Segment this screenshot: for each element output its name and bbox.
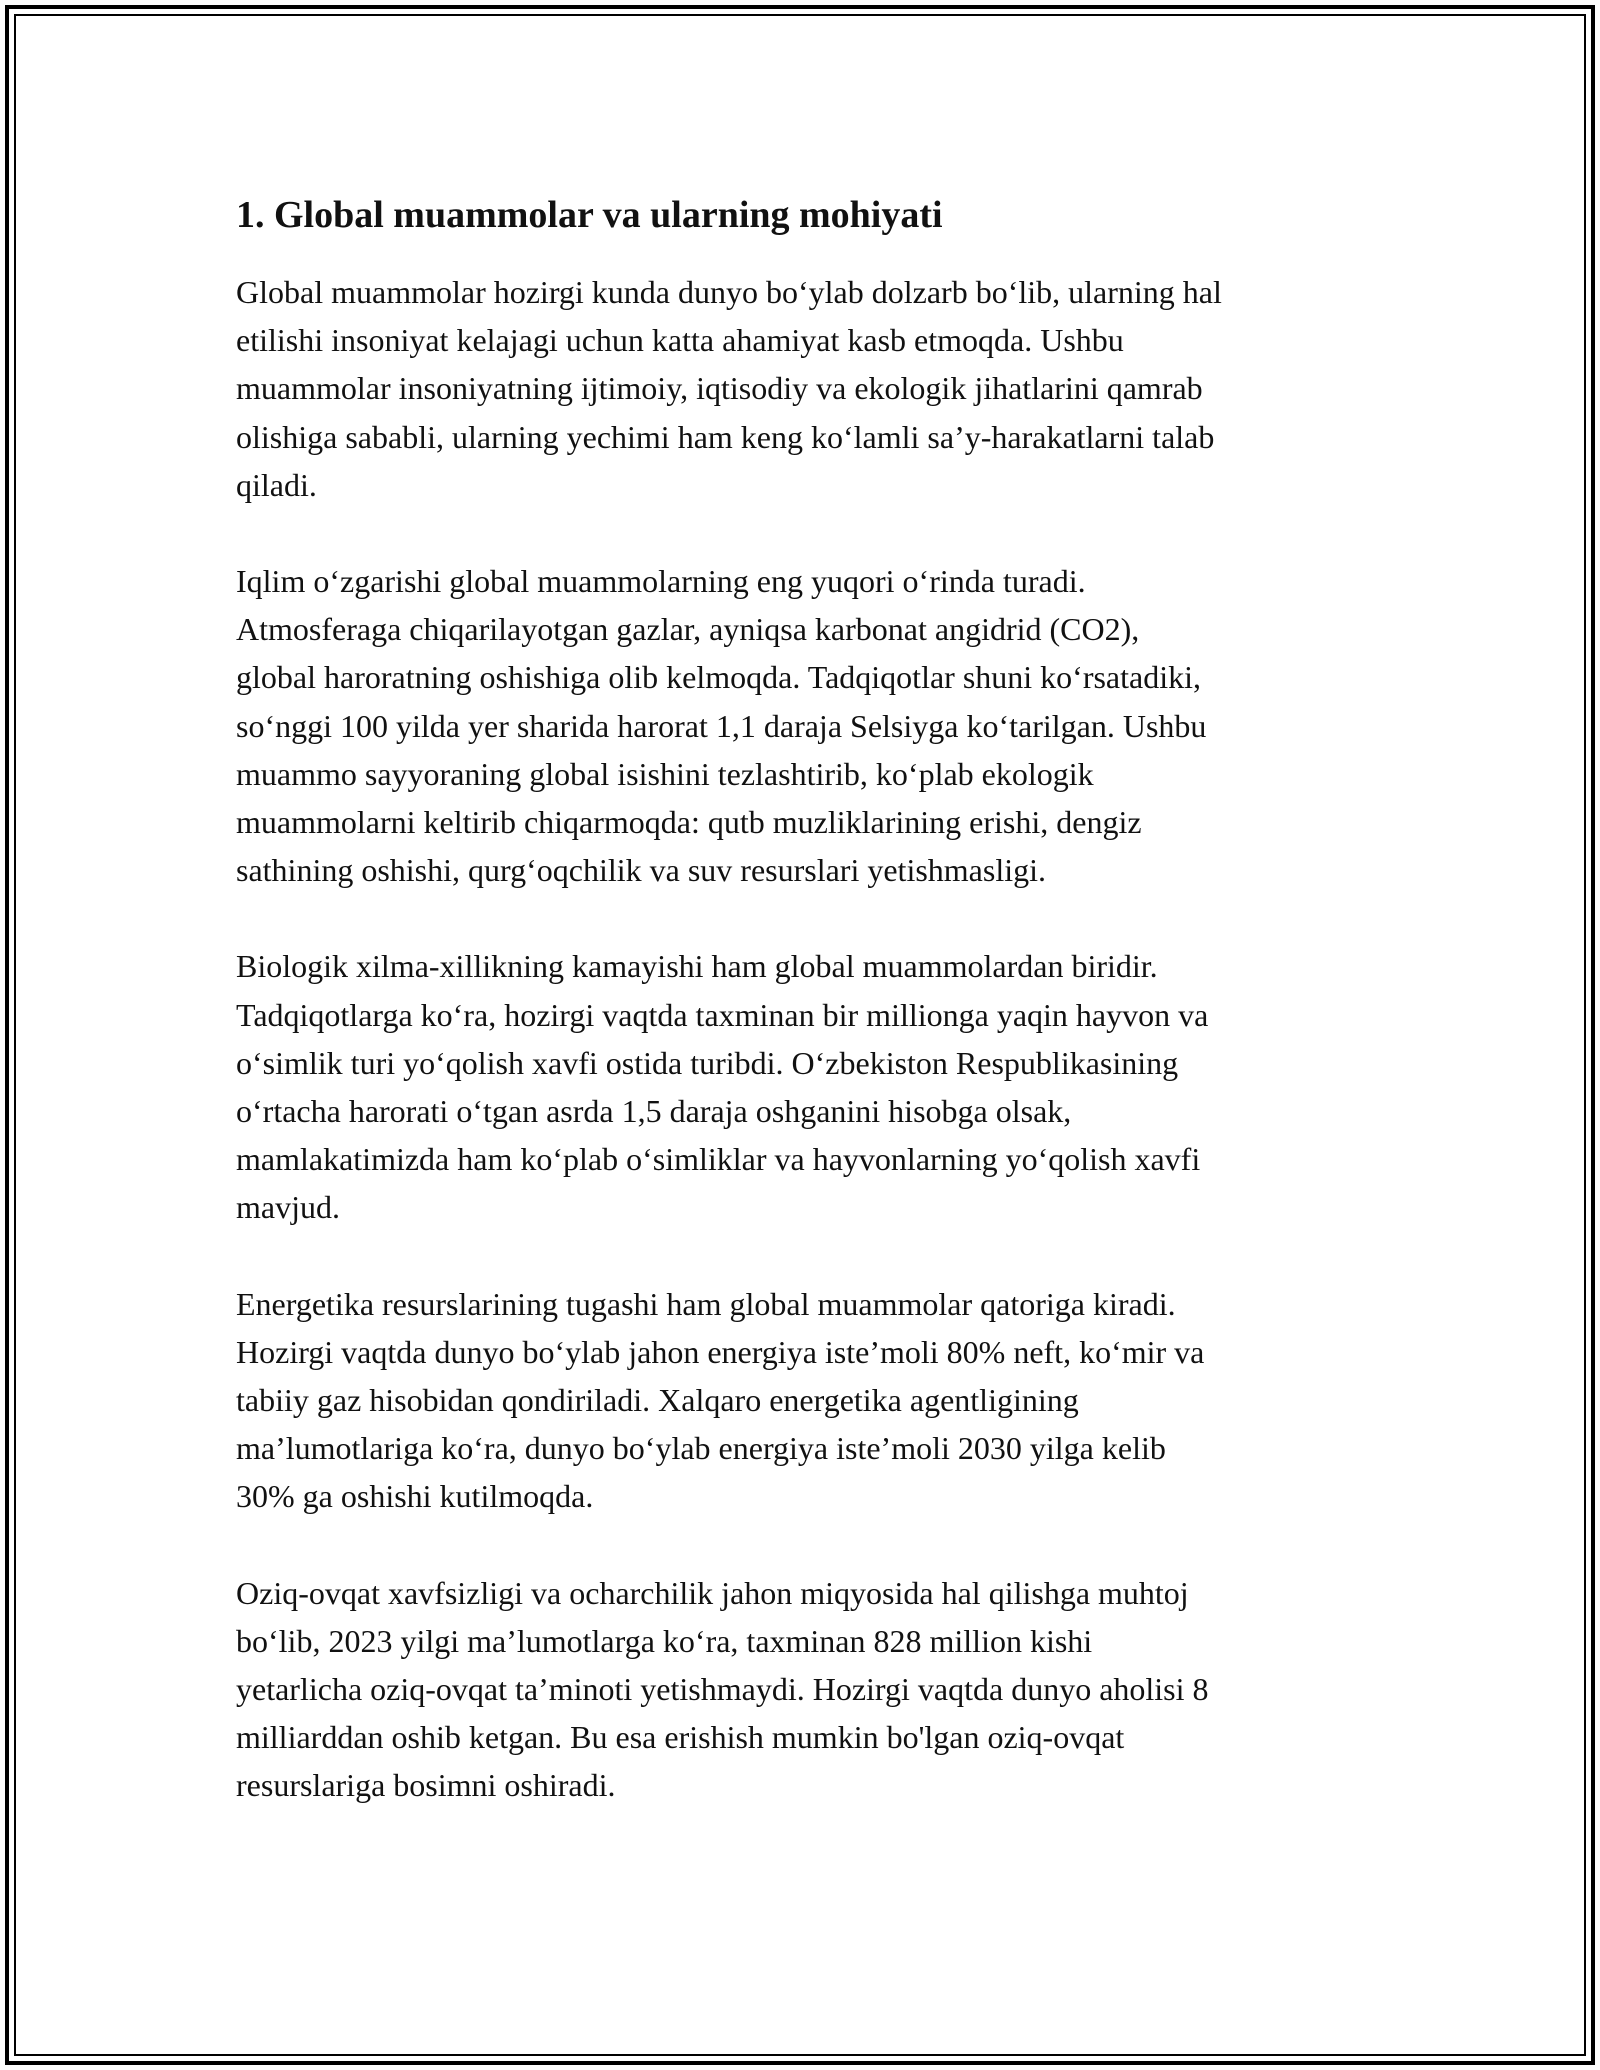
paragraph-food-security [236, 1569, 1386, 1810]
text-line: resurslariga bosimni oshiradi. [236, 1767, 616, 1804]
text-line: sathining oshishi, qurg‘oqchilik va suv resurslari yetishmasligi. [236, 852, 1046, 889]
text-line: ma’lumotlariga ko‘ra, dunyo bo‘ylab energiya iste’moli 2030 yilga kelib [236, 1430, 1166, 1467]
text-line: muammolar insoniyatning ijtimoiy, iqtisodiy va ekologik jihatlarini qamrab [236, 370, 1203, 407]
text-line: Hozirgi vaqtda dunyo bo‘ylab jahon energiya iste’moli 80% neft, ko‘mir va [236, 1333, 1205, 1370]
text-line: o‘simlik turi yo‘qolish xavfi ostida turibdi. O‘zbekiston Respublikasining [236, 1044, 1179, 1081]
text-line: Iqlim o‘zgarishi global muammolarning eng yuqori o‘rinda turadi. [236, 563, 1086, 600]
text-line: global haroratning oshishiga olib kelmoqda. Tadqiqotlar shuni ko‘rsatadiki, [236, 659, 1201, 696]
text-line: mavjud. [236, 1189, 340, 1226]
text-line: muammolarni keltirib chiqarmoqda: qutb muzliklarining erishi, dengiz [236, 804, 1142, 841]
text-line: mamlakatimizda ham ko‘plab o‘simliklar va hayvonlarning yo‘qolish xavfi [236, 1141, 1201, 1178]
text-line: Oziq-ovqat xavfsizligi va ocharchilik jahon miqyosida hal qilishga muhtoj [236, 1574, 1189, 1611]
text-line: Tadqiqotlarga ko‘ra, hozirgi vaqtda taxminan bir millionga yaqin hayvon va [236, 996, 1209, 1033]
text-line: Biologik xilma-xillikning kamayishi ham global muammolardan biridir. [236, 948, 1158, 985]
text-line: tabiiy gaz hisobidan qondiriladi. Xalqaro energetika agentligining [236, 1382, 1079, 1419]
text-line: Atmosferaga chiqarilayotgan gazlar, ayniqsa karbonat angidrid (CO2), [236, 611, 1140, 648]
text-line: bo‘lib, 2023 yilgi ma’lumotlarga ko‘ra, taxminan 828 million kishi [236, 1622, 1093, 1659]
text-line: o‘rtacha harorati o‘tgan asrda 1,5 daraja oshganini hisobga olsak, [236, 1093, 1072, 1130]
page-title: 1. Global muammolar va ularning mohiyati [236, 194, 943, 236]
text-line: milliarddan oshib ketgan. Bu esa erishish mumkin bo'lgan oziq-ovqat [236, 1719, 1125, 1756]
text-line: yetarlicha oziq-ovqat ta’minoti yetishmaydi. Hozirgi vaqtda dunyo aholisi 8 [236, 1671, 1209, 1708]
paragraph-climate-change [236, 557, 1386, 894]
paragraph-energy-resources [236, 1280, 1386, 1521]
text-line: qiladi. [236, 466, 317, 503]
document-body [236, 188, 1386, 1858]
text-line: so‘nggi 100 yilda yer sharida harorat 1,1 daraja Selsiyga ko‘tarilgan. Ushbu [236, 707, 1207, 744]
paragraph-global-problems [236, 268, 1386, 509]
text-line: etilishi insoniyat kelajagi uchun katta ahamiyat kasb etmoqda. Ushbu [236, 322, 1124, 359]
text-line: muammo sayyoraning global isishini tezlashtirib, ko‘plab ekologik [236, 755, 1094, 792]
text-line: olishiga sababli, ularning yechimi ham keng ko‘lamli sa’y-harakatlarni talab [236, 418, 1215, 455]
paragraph-biodiversity [236, 942, 1386, 1231]
text-line: Energetika resurslarining tugashi ham global muammolar qatoriga kiradi. [236, 1285, 1176, 1322]
text-line: Global muammolar hozirgi kunda dunyo bo‘ylab dolzarb bo‘lib, ularning hal [236, 274, 1222, 310]
text-line: 30% ga oshishi kutilmoqda. [236, 1478, 594, 1515]
